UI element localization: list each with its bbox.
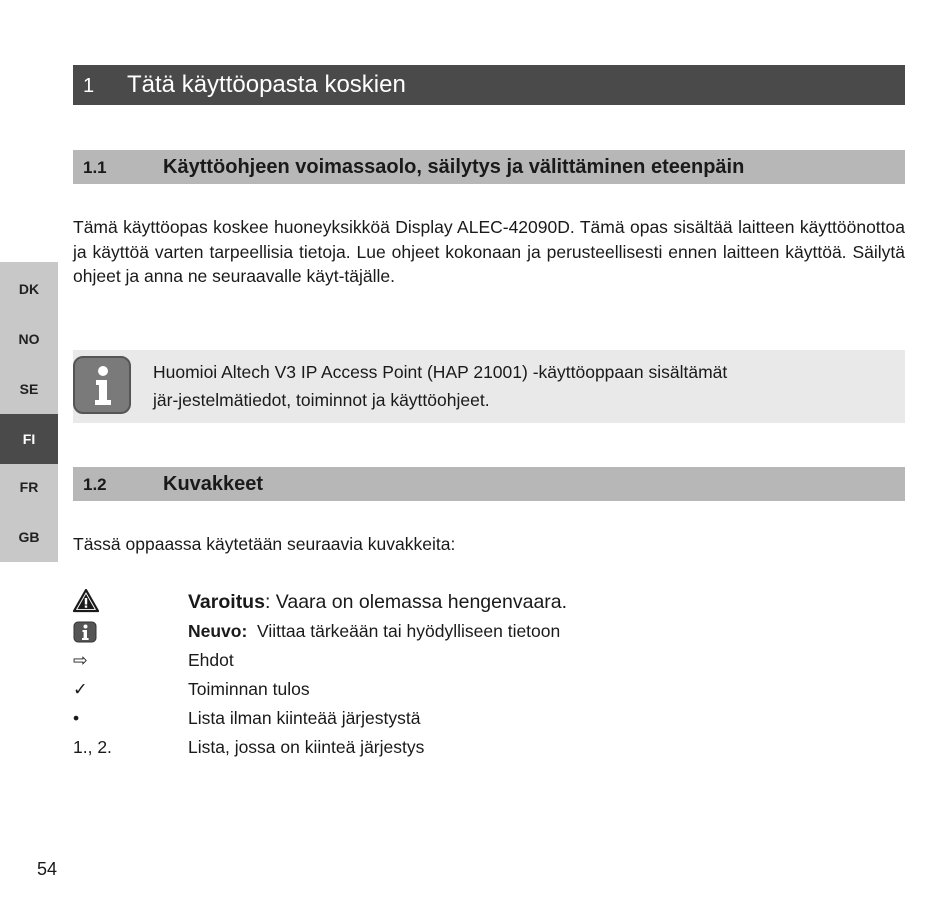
intro-paragraph: Tämä käyttöopas koskee huoneyksikköä Display ALEC-42090D. Tämä opas sisältää laitteen käyttöönottoa ja käyttöä varten tarpeellisia tietoja. Lue ohjeet kokonaan ja perusteellisesti ennen laitteen käyttöä. Säilytä ohjeet ja anna ne seuraavalle käyt-täjälle. <box>73 217 905 286</box>
section-1-title: Tätä käyttöopasta koskien <box>127 71 406 98</box>
note-text <box>153 358 893 414</box>
legend-row-warning <box>73 588 905 617</box>
section-1-1-title: Käyttöohjeen voimassaolo, säilytys ja välittäminen eteenpäin <box>163 156 745 178</box>
icons-intro-paragraph: Tässä oppaassa käytetään seuraavia kuvakkeita: <box>73 534 456 554</box>
legend-row-result <box>73 675 905 704</box>
language-tab-fr: FR <box>19 479 39 495</box>
section-1-2-title: Kuvakkeet <box>163 473 264 495</box>
language-tab-fi: FI <box>0 414 58 464</box>
section-1-heading <box>73 65 905 105</box>
language-tab-se: SE <box>19 381 39 397</box>
legend-row-unordered <box>73 704 905 733</box>
page-number: 54 <box>37 859 58 879</box>
ordered-list-symbol: 1., 2. <box>73 737 112 757</box>
section-1-number: 1 <box>83 75 95 97</box>
unordered-list-text: Lista ilman kiinteää järjestystä <box>188 708 421 728</box>
section-1-1-heading <box>73 150 905 184</box>
warning-description: : Vaara on olemassa hengenvaara. <box>264 591 568 613</box>
legend-row-ordered <box>73 733 905 762</box>
info-icon <box>73 356 131 414</box>
info-label: Neuvo: <box>188 621 248 641</box>
check-icon: ✓ <box>73 679 88 699</box>
bullet-icon: • <box>73 708 80 728</box>
section-1-2-heading <box>73 467 905 501</box>
result-text: Toiminnan tulos <box>188 679 310 699</box>
language-tab-dk: DK <box>18 281 40 297</box>
language-sidebar <box>0 262 58 562</box>
section-1-1-number: 1.1 <box>83 158 107 177</box>
legend-warning-text <box>188 588 567 617</box>
language-tab-no: NO <box>18 331 40 347</box>
ordered-list-text: Lista, jossa on kiinteä järjestys <box>188 737 425 757</box>
language-tab-gb: GB <box>18 529 40 545</box>
icon-legend <box>73 588 905 762</box>
warning-label: Varoitus <box>188 591 265 613</box>
legend-info-text <box>188 617 560 646</box>
note-line-2: jär-jestelmätiedot, toiminnot ja käyttöohjeet. <box>153 390 490 410</box>
conditions-text: Ehdot <box>188 650 234 670</box>
arrow-right-icon: ⇨ <box>73 650 88 670</box>
legend-row-info <box>73 617 905 646</box>
info-note <box>73 350 905 423</box>
info-description: Viittaa tärkeään tai hyödylliseen tietoon <box>247 621 561 641</box>
legend-row-conditions <box>73 646 905 675</box>
note-line-1: Huomioi Altech V3 IP Access Point (HAP 21001) -käyttöoppaan sisältämät <box>153 362 728 382</box>
section-1-2-number: 1.2 <box>83 475 107 494</box>
